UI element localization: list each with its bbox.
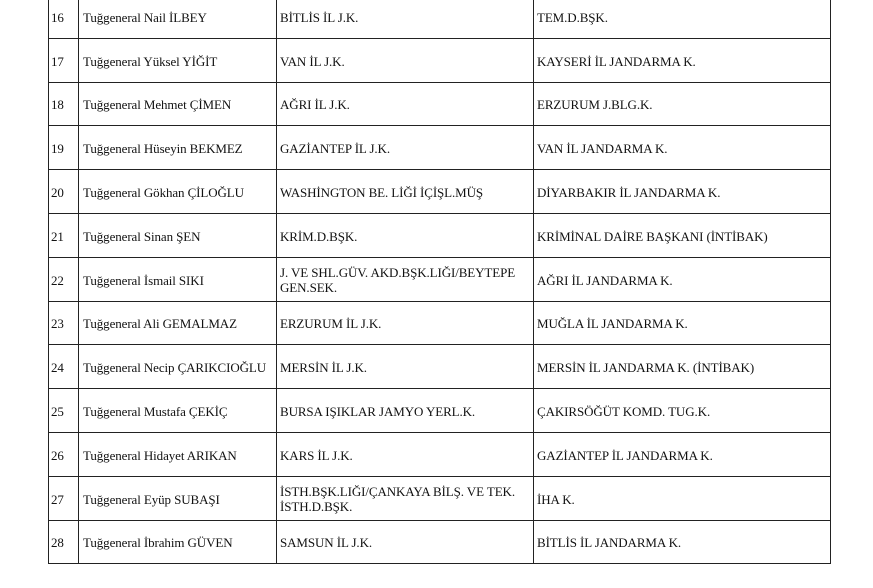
row-number-cell: 20 (49, 170, 79, 214)
current-post-cell: İSTH.BŞK.LIĞI/ÇANKAYA BİLŞ. VE TEK. İSTH.D.BŞK. (277, 476, 534, 520)
officer-name-cell: Tuğgeneral Hüseyin BEKMEZ (79, 126, 277, 170)
officer-name-cell: Tuğgeneral Ali GEMALMAZ (79, 301, 277, 345)
current-post-cell: MERSİN İL J.K. (277, 345, 534, 389)
new-post-cell: TEM.D.BŞK. (534, 0, 831, 38)
table-row (49, 257, 831, 301)
new-post-cell: VAN İL JANDARMA K. (534, 126, 831, 170)
row-number-cell: 26 (49, 432, 79, 476)
officer-name-cell: Tuğgeneral Mustafa ÇEKİÇ (79, 389, 277, 433)
current-post-cell: VAN İL J.K. (277, 38, 534, 82)
new-post-cell: MUĞLA İL JANDARMA K. (534, 301, 831, 345)
officer-name-cell: Tuğgeneral Sinan ŞEN (79, 213, 277, 257)
row-number-cell: 18 (49, 82, 79, 126)
table-row (49, 170, 831, 214)
current-post-cell: ERZURUM İL J.K. (277, 301, 534, 345)
current-post-cell: SAMSUN İL J.K. (277, 520, 534, 564)
new-post-cell: ÇAKIRSÖĞÜT KOMD. TUG.K. (534, 389, 831, 433)
table-row (49, 0, 831, 38)
table-row (49, 520, 831, 564)
row-number-cell: 21 (49, 213, 79, 257)
table-row (49, 82, 831, 126)
new-post-cell: ERZURUM J.BLG.K. (534, 82, 831, 126)
new-post-cell: KRİMİNAL DAİRE BAŞKANI (İNTİBAK) (534, 213, 831, 257)
current-post-cell: BURSA IŞIKLAR JAMYO YERL.K. (277, 389, 534, 433)
current-post-cell: WASHİNGTON BE. LİĞİ İÇİŞL.MÜŞ (277, 170, 534, 214)
row-number-cell: 24 (49, 345, 79, 389)
current-post-cell: KARS İL J.K. (277, 432, 534, 476)
officer-name-cell: Tuğgeneral Gökhan ÇİLOĞLU (79, 170, 277, 214)
table-row (49, 301, 831, 345)
officer-name-cell: Tuğgeneral İsmail SIKI (79, 257, 277, 301)
table-row (49, 389, 831, 433)
officer-name-cell: Tuğgeneral Nail İLBEY (79, 0, 277, 38)
officer-name-cell: Tuğgeneral Yüksel YİĞİT (79, 38, 277, 82)
current-post-cell: J. VE SHL.GÜV. AKD.BŞK.LIĞI/BEYTEPE GEN.SEK. (277, 257, 534, 301)
officer-name-cell: Tuğgeneral Eyüp SUBAŞI (79, 476, 277, 520)
row-number-cell: 22 (49, 257, 79, 301)
table-row (49, 213, 831, 257)
row-number-cell: 19 (49, 126, 79, 170)
new-post-cell: MERSİN İL JANDARMA K. (İNTİBAK) (534, 345, 831, 389)
row-number-cell: 27 (49, 476, 79, 520)
row-number-cell: 16 (49, 0, 79, 38)
row-number-cell: 23 (49, 301, 79, 345)
new-post-cell: DİYARBAKIR İL JANDARMA K. (534, 170, 831, 214)
officer-name-cell: Tuğgeneral Mehmet ÇİMEN (79, 82, 277, 126)
officer-name-cell: Tuğgeneral İbrahim GÜVEN (79, 520, 277, 564)
table-row (49, 432, 831, 476)
officer-name-cell: Tuğgeneral Necip ÇARIKCIOĞLU (79, 345, 277, 389)
table-row (49, 345, 831, 389)
new-post-cell: BİTLİS İL JANDARMA K. (534, 520, 831, 564)
table-row (49, 38, 831, 82)
row-number-cell: 25 (49, 389, 79, 433)
current-post-cell: AĞRI İL J.K. (277, 82, 534, 126)
new-post-cell: GAZİANTEP İL JANDARMA K. (534, 432, 831, 476)
new-post-cell: KAYSERİ İL JANDARMA K. (534, 38, 831, 82)
current-post-cell: BİTLİS İL J.K. (277, 0, 534, 38)
new-post-cell: AĞRI İL JANDARMA K. (534, 257, 831, 301)
current-post-cell: KRİM.D.BŞK. (277, 213, 534, 257)
assignment-table (48, 0, 831, 564)
row-number-cell: 17 (49, 38, 79, 82)
officer-name-cell: Tuğgeneral Hidayet ARIKAN (79, 432, 277, 476)
table-row (49, 126, 831, 170)
row-number-cell: 28 (49, 520, 79, 564)
table-row (49, 476, 831, 520)
new-post-cell: İHA K. (534, 476, 831, 520)
current-post-cell: GAZİANTEP İL J.K. (277, 126, 534, 170)
